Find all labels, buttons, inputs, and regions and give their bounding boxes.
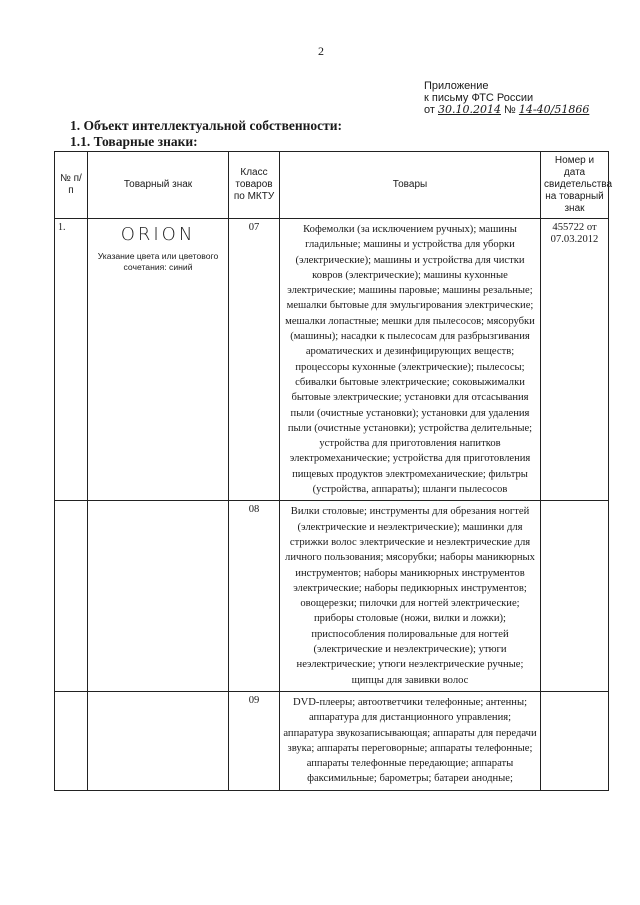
- empty-cell: [55, 691, 88, 790]
- class-cell-07: 07: [229, 219, 280, 501]
- table-row: [55, 219, 609, 501]
- table-row: [55, 501, 609, 692]
- goods-cell-07: Кофемолки (за исключением ручных); машины гладильные; машины и устройства для уборки (электрические); машины и устройства для чистки ковров (электрические); машины кухонные электрические; машины паровые; машины резальные; мешалки бытовые для эмульгирования электрические; мешалки лопастные; мешки для пылесосов; мясорубки (машины); насадки к пылесосам для разбрызгивания ароматических и дезинфицирующих веществ; процессоры кухонные (электрические); пылесосы; сбивалки бытовые электрические; соковыжималки бытовые электрические; установки для отсасывания пыли (очистные установки); установки для удаления пыли (очистные установки); устройства делительные; устройства для приготовления напитков электромеханические; устройства для приготовления пищевых продуктов электромеханические; фильтры (устройства, аппараты); шланги пылесосов: [280, 219, 541, 501]
- header-certificate: Номер и дата свидетельства на товарный знак: [541, 152, 609, 219]
- subsection-title: 1.1. Товарные знаки:: [70, 134, 198, 149]
- class-cell-08: 08: [229, 501, 280, 692]
- appendix-from: от: [424, 104, 435, 116]
- empty-cell: [88, 501, 229, 692]
- header-mark: Товарный знак: [88, 152, 229, 219]
- certificate-cell: 455722 от 07.03.2012: [541, 219, 609, 501]
- appendix-line-2: к письму ФТС России: [424, 92, 534, 104]
- page-number: 2: [318, 44, 324, 58]
- appendix-line-1: Приложение: [424, 80, 489, 92]
- color-note: Указание цвета или цветового сочетания: синий: [97, 251, 219, 272]
- appendix-date: 30.10.2014: [437, 103, 501, 116]
- table-row: [55, 691, 609, 790]
- section-title: 1. Объект интеллектуальной собственности:: [70, 118, 343, 133]
- empty-cell: [541, 501, 609, 692]
- appendix-number: 14-40/51866: [518, 103, 590, 116]
- appendix-number-sign: №: [504, 104, 516, 116]
- appendix-stamp: [424, 80, 589, 116]
- header-num: № п/п: [55, 152, 88, 219]
- empty-cell: [55, 501, 88, 692]
- empty-cell: [88, 691, 229, 790]
- trademark-table: [54, 151, 613, 791]
- trademark-cell: [88, 219, 229, 501]
- header-class: Класс товаров по МКТУ: [229, 152, 280, 219]
- row-number: 1.: [55, 219, 88, 501]
- goods-cell-09: DVD-плееры; автоответчики телефонные; антенны; аппаратура для дистанционного управления; аппаратура звукозаписывающая; аппараты для передачи звука; аппараты переговорные; аппараты телефонные; аппараты телефонные передающие; аппараты факсимильные; барометры; батареи анодные;: [280, 691, 541, 790]
- empty-cell: [541, 691, 609, 790]
- header-goods: Товары: [280, 152, 541, 219]
- goods-cell-08: Вилки столовые; инструменты для обрезания ногтей (электрические и неэлектрические); машинки для стрижки волос электрические и неэлектрические для личного пользования; мясорубки; наборы маникюрных инструментов; наборы маникюрных инструментов электрические; наборы педикюрных инструментов; овощерезки; пилочки для ногтей электрические; приборы столовые (ножи, вилки и ложки); приспособления полировальные для ногтей (электрические и неэлектрические); утюги неэлектрические; утюги неэлектрические ручные; щипцы для завивки волос: [280, 501, 541, 692]
- class-cell-09: 09: [229, 691, 280, 790]
- table-header-row: [55, 152, 609, 219]
- orion-logo: ORION: [120, 224, 196, 245]
- appendix-line-3: [424, 104, 589, 116]
